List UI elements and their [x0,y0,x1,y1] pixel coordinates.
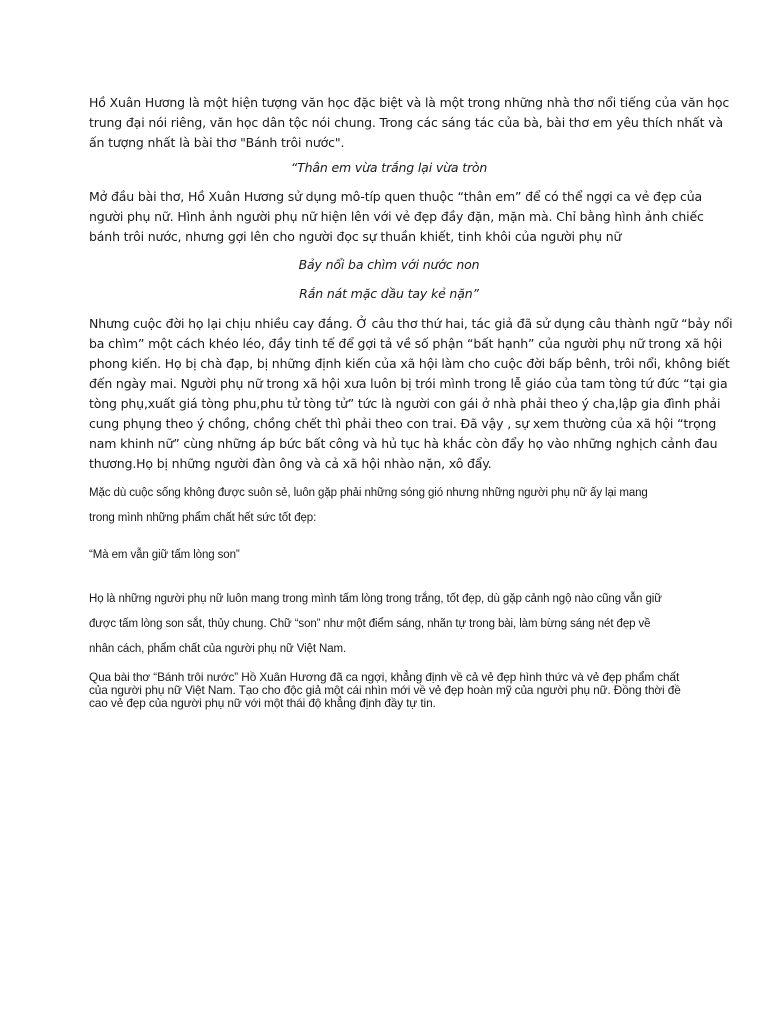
text-line: thương.Họ bị những người đàn ông và cả xã hội nhào nặn, xô đẩy. [89,456,492,471]
paragraph-2 [89,187,704,247]
poem-quote-2b [89,284,689,304]
poem-quote-2 [89,255,689,275]
paragraph-3 [89,314,733,474]
text-line: Mặc dù cuộc sống không được suôn sẻ, luôn gặp phải những sóng gió nhưng những người phụ nữ ấy lại mang [89,487,648,499]
text-line: ba chìm” một cách khéo léo, đầy tinh tế để gợi tả về số phận “bất hạnh” của người phụ nữ trong xã hội [89,336,723,351]
text-line: cung phụng theo ý chồng, chồng chết thì phải theo con trai. Đã vậy , sự xem thường của xã hội “trọng [89,416,717,431]
text-line: đến ngày mai. Người phụ nữ trong xã hội xưa luôn bị trói mình trong lễ giáo của tam tòng tứ đức “tại gia [89,376,728,391]
text-line: ấn tượng nhất là bài thơ "Bánh trôi nước". [89,135,345,150]
text-line: được tấm lòng son sắt, thủy chung. Chữ “son” như một điểm sáng, nhãn tự trong bài, làm bừng sáng nét đẹp về [89,618,651,630]
text-line: nhân cách, phẩm chất của người phụ nữ Việt Nam. [89,643,347,655]
text-line: trung đại nói riêng, văn học dân tộc nói chung. Trong các sáng tác của bà, bài thơ em yêu thích nhất và [89,115,724,130]
text-line: Hồ Xuân Hương là một hiện tượng văn học đặc biệt và là một trong những nhà thơ nổi tiếng của văn học [89,95,730,110]
poem-quote-1 [89,158,689,178]
text-line: Mở đầu bài thơ, Hồ Xuân Hương sử dụng mô-típ quen thuộc “thân em” để có thể ngợi ca vẻ đẹp của [89,189,703,204]
poem-line: Rắn nát mặc dầu tay kẻ nặn” [299,286,479,301]
text-line: người phụ nữ. Hình ảnh người phụ nữ hiện lên với vẻ đẹp đầy đặn, mặn mà. Chỉ bằng hình ảnh chiếc [89,209,704,224]
intro-paragraph [89,93,730,153]
text-line: tòng phụ,xuất giá tòng phu,phu tử tòng tử” tức là người con gái ở nhà phải theo ý cha,lập gia đình phải [89,396,721,411]
text-line: Qua bài thơ “Bánh trôi nước” Hồ Xuân Hương đã ca ngợi, khẳng định về cả vẻ đẹp hình thức và vẻ đẹp phẩm chất [89,670,680,684]
text-line: bánh trôi nước, nhưng gợi lên cho người đọc sự thuần khiết, tinh khôi của người phụ nữ [89,229,622,244]
text-line: nam khinh nữ” cùng những áp bức bất công và hủ tục hà khắc còn đẩy họ vào những nghịch cảnh đau [89,436,718,451]
poem-line: “Thân em vừa trắng lại vừa tròn [290,160,488,175]
paragraph-5 [89,587,689,662]
text-line: Nhưng cuộc đời họ lại chịu nhiều cay đắng. Ở câu thơ thứ hai, tác giả đã sử dụng câu thành ngữ “bảy nổi [89,316,733,331]
text-line: Họ là những người phụ nữ luôn mang trong mình tấm lòng trong trắng, tốt đẹp, dù gặp cảnh ngộ nào cũng vẫn giữ [89,593,662,605]
paragraph-4 [89,481,689,531]
poem-line: Bảy nổi ba chìm với nước non [298,257,480,272]
poem-quote-3 [89,543,689,568]
poem-line: “Mà em vẫn giữ tấm lòng son” [89,549,240,561]
text-line: cao vẻ đẹp của người phụ nữ với một thái độ khẳng định đầy tự tin. [89,696,436,710]
text-line: của người phụ nữ Việt Nam. Tạo cho độc giả một cái nhìn mới về vẻ đẹp hoàn mỹ của người phụ nữ. Đồng thời đề [89,683,681,697]
text-line: phong kiến. Họ bị chà đạp, bị những định kiến của xã hội làm cho cuộc đời bấp bênh, trôi nổi, không biết [89,356,730,371]
conclusion-paragraph [89,671,689,710]
text-line: trong mình những phẩm chất hết sức tốt đẹp: [89,512,317,524]
